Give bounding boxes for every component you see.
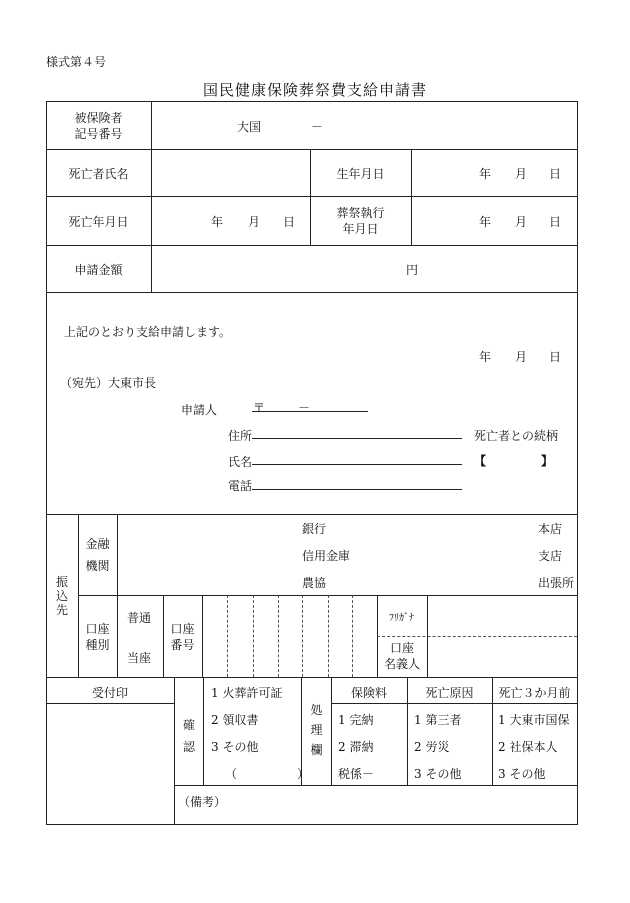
confirm-item: 3 その他 [211, 740, 259, 754]
digit-divider [328, 595, 329, 677]
row-line [46, 703, 174, 704]
credit-union-option: 信用金庫 [302, 549, 351, 563]
col-line [202, 595, 203, 677]
transfer-side-label: 振 込 先 [55, 575, 68, 617]
office-option: 出張所 [538, 576, 575, 590]
digit-divider [278, 595, 279, 677]
postal-mark: 〒 [253, 401, 266, 415]
processing-label: 処 理 欄 [310, 703, 323, 757]
row-line [46, 245, 578, 246]
remarks-label: （備考） [178, 795, 227, 809]
birth-month: 月 [515, 167, 528, 181]
form-number: 様式第４号 [46, 55, 107, 69]
prior-item: 1 大東市国保 [498, 713, 570, 727]
row-line [46, 292, 578, 293]
address-line[interactable] [252, 438, 462, 439]
insured-number-label: 被保険者 記号番号 [74, 111, 123, 141]
digit-divider [302, 595, 303, 677]
cause-item: 3 その他 [414, 767, 462, 781]
col-line [203, 677, 204, 785]
premium-item: 2 滞納 [338, 740, 374, 754]
digit-divider [227, 595, 228, 677]
death-date-label: 死亡年月日 [68, 215, 129, 229]
confirm-label: 確 認 [182, 718, 195, 754]
addressee: （宛先）大東市長 [60, 376, 157, 390]
col-line [174, 677, 175, 824]
deceased-name-label: 死亡者氏名 [68, 167, 129, 181]
apply-month: 月 [515, 350, 528, 364]
premium-item: 1 完納 [338, 713, 374, 727]
col-line [151, 101, 152, 292]
birth-day: 日 [549, 167, 562, 181]
name-label: 氏名 [228, 455, 253, 469]
applicant-label: 申請人 [181, 403, 218, 417]
name-line[interactable] [252, 464, 462, 465]
cause-item: 1 第三者 [414, 713, 462, 727]
amount-label: 申請金額 [74, 263, 123, 277]
border-bottom [46, 824, 578, 825]
funeral-day: 日 [549, 215, 562, 229]
death-year: 年 [211, 215, 224, 229]
postal-dash: － [298, 401, 311, 415]
birth-date-label: 生年月日 [336, 167, 385, 181]
death-month: 月 [248, 215, 261, 229]
row-line [46, 514, 578, 515]
bank-option: 銀行 [302, 522, 327, 536]
funeral-date-label: 葬祭執行 年月日 [336, 206, 385, 236]
apply-day: 日 [549, 350, 562, 364]
funeral-month: 月 [515, 215, 528, 229]
cause-item: 2 労災 [414, 740, 450, 754]
border-right [577, 101, 578, 824]
relation-label: 死亡者との続柄 [474, 429, 559, 443]
relation-bracket-open: 【 [474, 454, 487, 468]
prior-item: 3 その他 [498, 767, 546, 781]
prior-item: 2 社保本人 [498, 740, 558, 754]
ordinary-option: 普通 [127, 611, 152, 625]
row-line [331, 703, 578, 704]
cause-header: 死亡原因 [425, 686, 474, 700]
furigana-label: ﾌﾘｶﾞﾅ [389, 613, 414, 624]
insured-dash: － [311, 120, 324, 134]
insured-prefix: 大国 [237, 120, 262, 134]
institution-label: 金融 機関 [85, 537, 110, 573]
phone-label: 電話 [228, 479, 253, 493]
yen-unit: 円 [406, 263, 419, 277]
funeral-year: 年 [479, 215, 492, 229]
furigana-divider [377, 636, 577, 637]
border-top [46, 101, 578, 102]
account-holder-label: 口座 名義人 [383, 641, 420, 671]
address-label: 住所 [228, 429, 253, 443]
digit-divider [352, 595, 353, 677]
row-line [46, 149, 578, 150]
birth-year: 年 [479, 167, 492, 181]
prior-header: 死亡３か月前 [498, 686, 571, 700]
relation-bracket-close: 】 [541, 454, 554, 468]
declaration-text: 上記のとおり支給申請します。 [64, 325, 232, 339]
premium-item: 税係－ [338, 767, 375, 781]
main-branch-option: 本店 [538, 522, 563, 536]
receipt-stamp-label: 受付印 [91, 686, 128, 700]
account-number-label: 口座 番号 [170, 622, 195, 652]
account-type-label: 口座 種別 [85, 622, 110, 652]
confirm-item: 2 領収書 [211, 713, 259, 727]
postal-code-line[interactable] [252, 411, 368, 412]
confirm-item: （ ） [225, 767, 310, 781]
premium-header: 保険料 [350, 686, 387, 700]
agri-coop-option: 農協 [302, 576, 327, 590]
current-option: 当座 [127, 651, 152, 665]
death-day: 日 [283, 215, 296, 229]
confirm-item: 1 火葬許可証 [211, 686, 283, 700]
phone-line[interactable] [252, 489, 462, 490]
col-line [411, 149, 412, 245]
border-left [46, 101, 47, 824]
page-title: 国民健康保険葬祭費支給申請書 [202, 81, 427, 99]
branch-option: 支店 [538, 549, 563, 563]
row-line [46, 677, 578, 678]
row-line [174, 785, 578, 786]
row-line [46, 196, 578, 197]
digit-divider [253, 595, 254, 677]
apply-year: 年 [479, 350, 492, 364]
